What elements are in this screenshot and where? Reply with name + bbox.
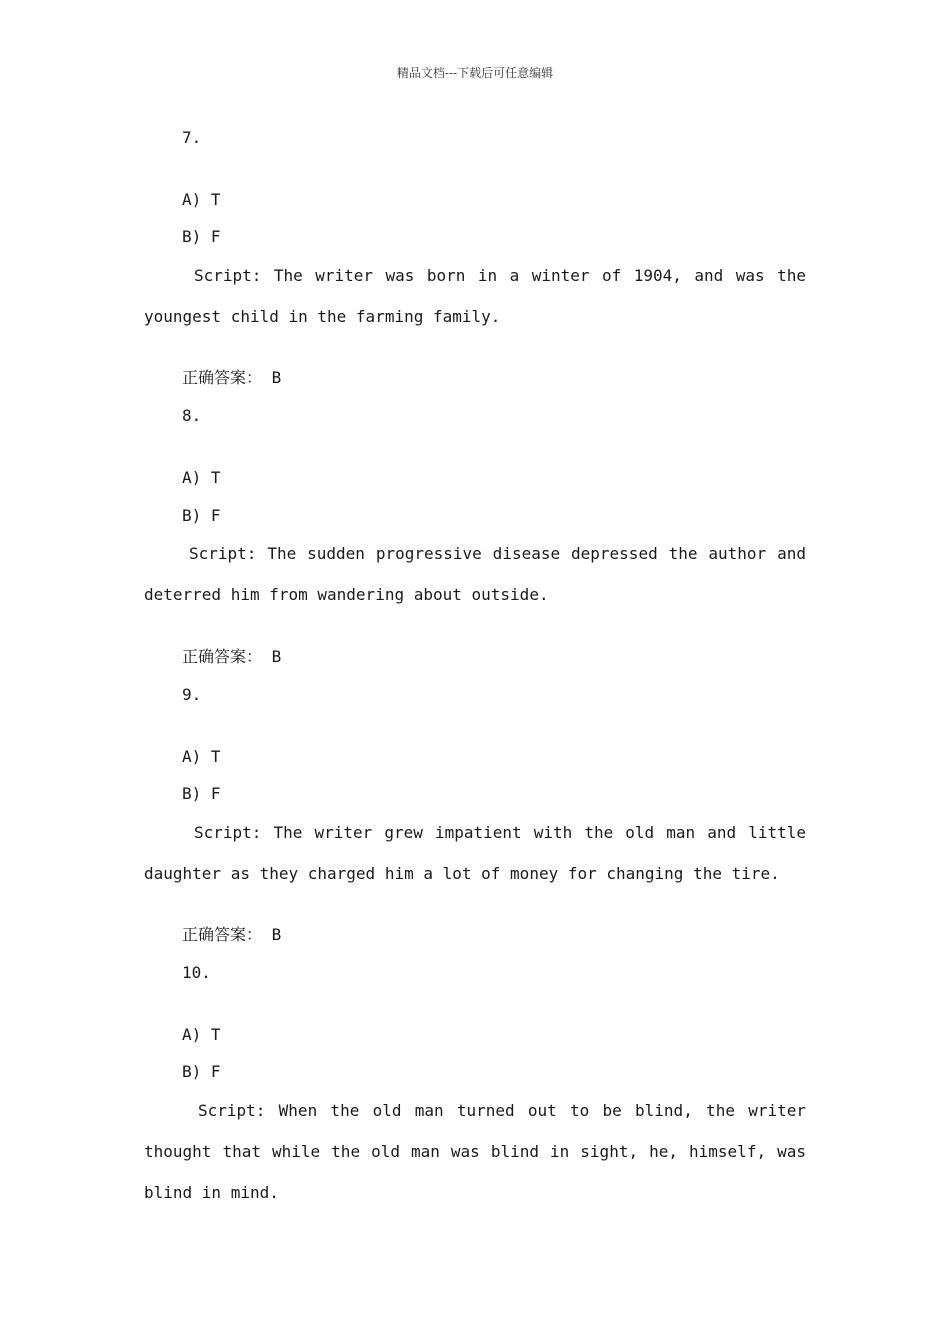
- question-number: 10.: [182, 963, 211, 982]
- answer-value: B: [271, 368, 282, 387]
- option-b: B) F: [182, 506, 221, 525]
- page-header: 精品文档---下载后可任意编辑: [396, 66, 554, 80]
- answer-value: B: [271, 925, 282, 944]
- question-script: Script: The writer grew impatient with the old man and little daughter as they charged him a lot of money for changing the tire.: [144, 823, 806, 883]
- answer-label: 正确答案：: [182, 647, 263, 666]
- option-b: B) F: [182, 1062, 221, 1081]
- question-script: Script: The writer was born in a winter of 1904, and was the youngest child in the farming family.: [144, 266, 806, 326]
- question-number: 9.: [182, 685, 202, 704]
- correct-answer: [182, 368, 281, 388]
- question-script: Script: When the old man turned out to be blind, the writer thought that while the old man was blind in sight, he, himself, was blind in mind.: [144, 1101, 806, 1202]
- answer-label: 正确答案：: [182, 368, 263, 387]
- option-a: A) T: [182, 468, 221, 487]
- question-number: 7.: [182, 128, 202, 147]
- question-script: Script: The sudden progressive disease depressed the author and deterred him from wandering about outside.: [144, 544, 806, 604]
- option-b: B) F: [182, 227, 221, 246]
- option-a: A) T: [182, 1025, 221, 1044]
- option-a: A) T: [182, 190, 221, 209]
- option-b: B) F: [182, 784, 221, 803]
- correct-answer: [182, 925, 281, 945]
- question-number: 8.: [182, 406, 202, 425]
- answer-value: B: [271, 647, 282, 666]
- option-a: A) T: [182, 747, 221, 766]
- answer-label: 正确答案：: [182, 925, 263, 944]
- correct-answer: [182, 647, 281, 667]
